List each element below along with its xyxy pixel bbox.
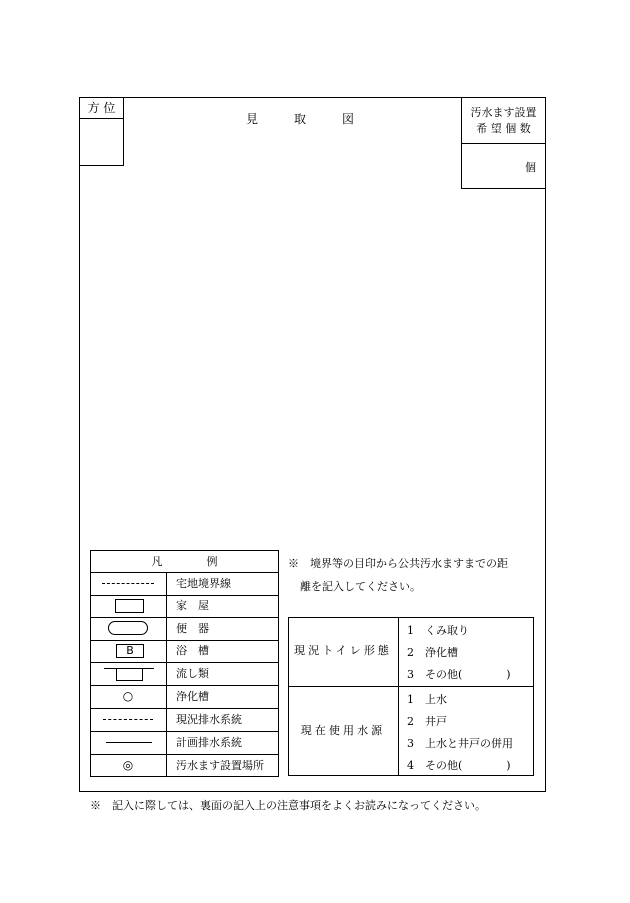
water-option: 3 上水と井戸の併用 (407, 737, 513, 750)
direction-box-divider (79, 118, 124, 119)
legend-label: 現況排水系統 (176, 713, 242, 726)
water-option: 1 上水 (407, 693, 447, 706)
page-title: 見 取 図 (245, 112, 354, 126)
legend-row-line (90, 754, 279, 755)
bathtub-b-icon (116, 644, 144, 658)
rectangle-icon (115, 599, 144, 613)
legend-row-line (90, 640, 279, 641)
water-option: 2 井戸 (407, 715, 447, 728)
legend-label: 家 屋 (176, 599, 209, 612)
toilet-option: 1 くみ取り (407, 624, 469, 637)
direction-label: 方 位 (87, 101, 116, 115)
count-box-divider (461, 143, 546, 144)
status-table-column-divider (398, 617, 399, 776)
solid-line-icon (106, 742, 152, 743)
distance-note-line2: 離を記入してください。 (300, 580, 421, 593)
footer-note: ※ 記入に際しては、裏面の記入上の注意事項をよくお読みになってください。 (90, 799, 486, 812)
dash-dot-line-icon (102, 583, 154, 584)
water-option: 4 その他( ) (407, 759, 511, 772)
legend-row-line (90, 662, 279, 663)
bathtub-b-letter: B (126, 644, 134, 657)
legend-label: 計画排水系統 (176, 736, 242, 749)
toilet-option: 3 その他( ) (407, 668, 511, 681)
count-label-line1: 汚水ます設置 (470, 106, 537, 119)
legend-label: 便 器 (176, 622, 209, 635)
legend-label: 流し類 (176, 667, 209, 680)
legend-column-divider (166, 572, 167, 777)
dashed-line-icon (103, 719, 153, 720)
legend-label: 浄化槽 (176, 690, 209, 703)
count-label-line2: 希 望 個 数 (476, 122, 531, 135)
legend-label: 汚水ます設置場所 (176, 759, 264, 772)
legend-row-line (90, 731, 279, 732)
rounded-rectangle-icon (108, 621, 148, 635)
double-circle-icon: ◎ (122, 758, 134, 772)
distance-note-line1: ※ 境界等の目印から公共汚水ますまでの距 (288, 557, 508, 570)
legend-row-line (90, 572, 279, 573)
circle-icon: ○ (122, 689, 134, 703)
count-unit: 個 (525, 161, 536, 174)
legend-title: 凡 例 (151, 555, 218, 568)
legend-row-line (90, 617, 279, 618)
legend-label: 浴 槽 (176, 644, 209, 657)
legend-row-line (90, 595, 279, 596)
toilet-option: 2 浄化槽 (407, 646, 458, 659)
legend-label: 宅地境界線 (176, 577, 231, 590)
status-table-row-divider (288, 686, 534, 687)
sink-icon (116, 668, 143, 681)
legend-row-line (90, 708, 279, 709)
toilet-type-label: 現況トイレ形態 (293, 644, 392, 657)
legend-row-line (90, 685, 279, 686)
water-source-label: 現在使用水源 (300, 724, 386, 737)
